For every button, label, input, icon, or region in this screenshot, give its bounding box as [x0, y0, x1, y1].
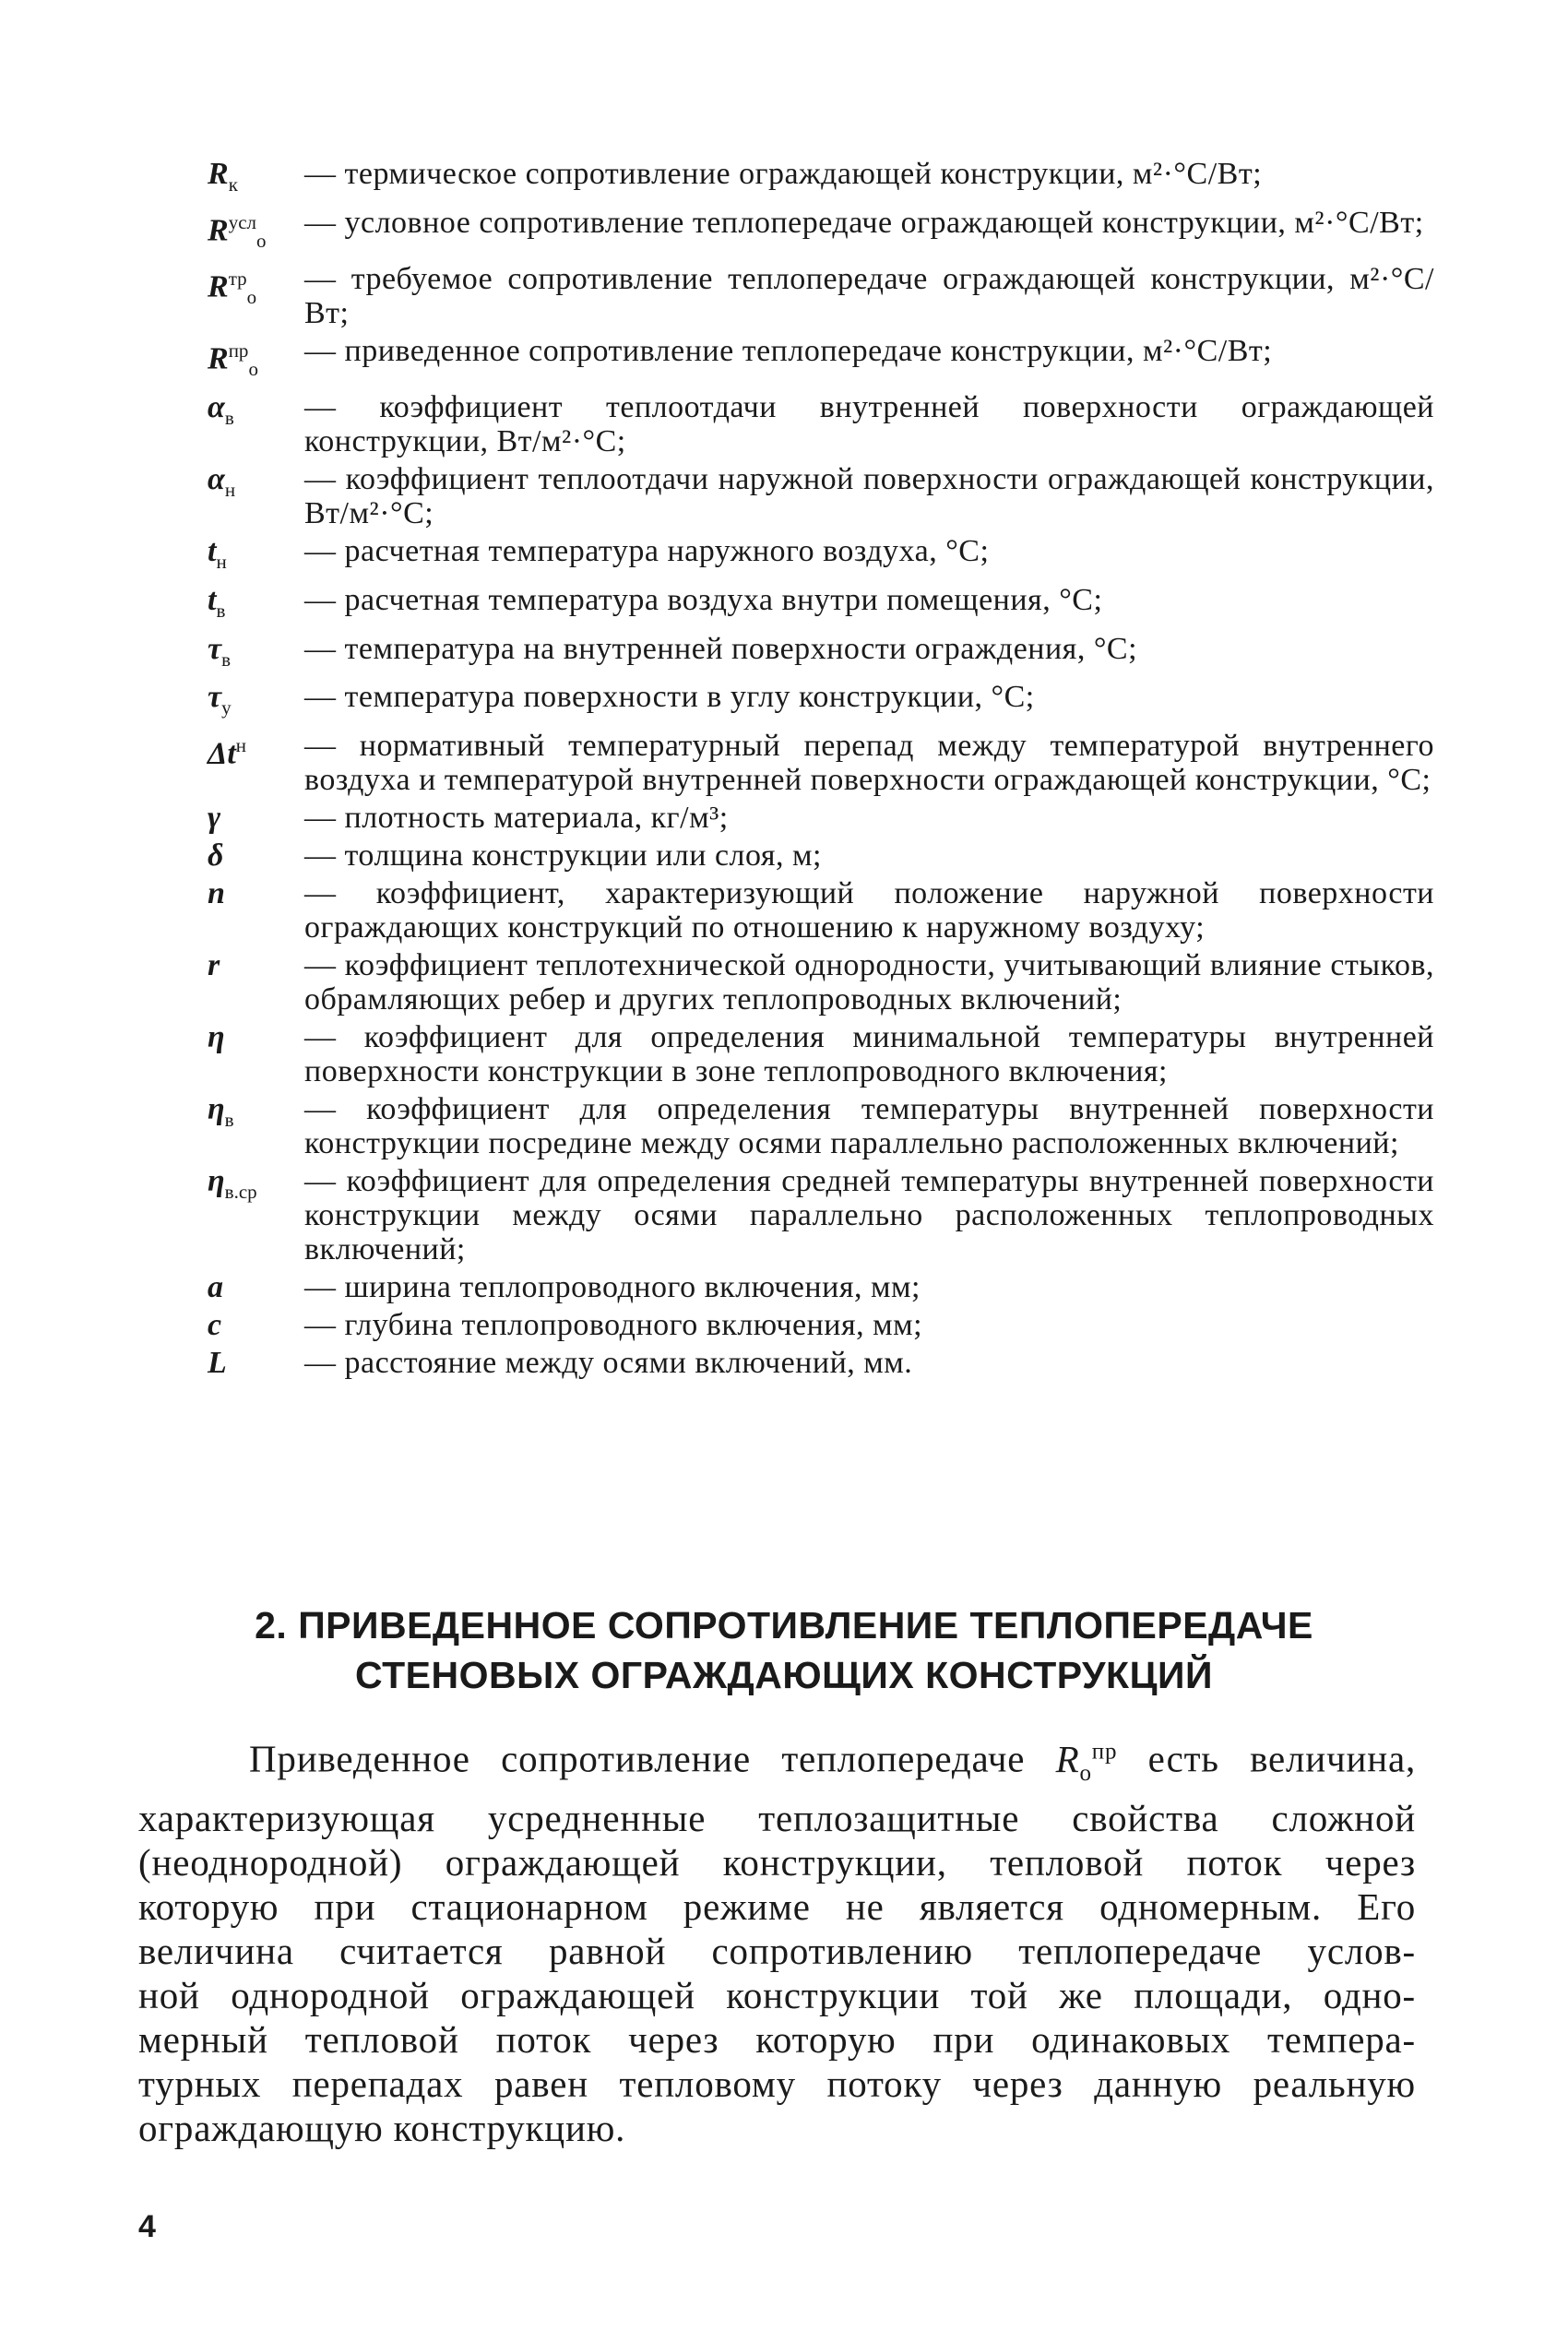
symbol-row: [208, 1270, 1434, 1304]
symbol: [208, 876, 304, 910]
symbol-base: η: [208, 1020, 225, 1055]
symbol-base: δ: [208, 838, 224, 874]
paragraph-line: которую при стационарном режиме не является одномерным. Его: [138, 1884, 1416, 1928]
symbol: [208, 206, 304, 258]
symbol: [208, 262, 304, 315]
symbol-description: — коэффициент для определения температуры внутренней поверхности конструкции посредине между осями параллельно расположенных включений;: [304, 1092, 1434, 1161]
symbol-base: Δt: [208, 736, 236, 771]
symbol-base: η: [208, 1164, 225, 1199]
symbol: [208, 534, 304, 579]
symbol: [208, 729, 304, 770]
symbol-description: — коэффициент теплотехнической однородности, учитывающий влияние стыков, обрамляющих ребер и других теплопроводных включений;: [304, 948, 1434, 1017]
symbol: [208, 583, 304, 628]
body-paragraph: [138, 1730, 1416, 2150]
paragraph-line: (неоднородной) ограждающей конструкции, тепловой поток через: [138, 1840, 1416, 1884]
inline-symbol-sub: о: [1079, 1760, 1092, 1786]
symbol-subscript: к: [228, 172, 238, 196]
symbol-row: [208, 462, 1434, 530]
symbol-row: [208, 334, 1434, 386]
symbol-description: — коэффициент для определения минимальной температуры внутренней поверхности конструкции в зоне теплопроводного включения;: [304, 1020, 1434, 1089]
symbol-row: [208, 390, 1434, 458]
symbol-description: — расчетная температура наружного воздуха, °С;: [304, 534, 990, 569]
paragraph-line: мерный тепловой поток через которую при одинаковых темпера-: [138, 2017, 1416, 2061]
paragraph-line: величина считается равной сопротивлению теплопередаче услов-: [138, 1929, 1416, 1972]
symbol-row: [208, 876, 1434, 945]
symbol-description: — коэффициент, характеризующий положение наружной поверхности ограждающих конструкций по отношению к наружному воздуху;: [304, 876, 1434, 945]
symbol-subscript: н: [216, 550, 227, 573]
symbol: [208, 1308, 304, 1342]
symbol-subscript: в: [224, 1109, 234, 1132]
section-title-line-1: 2. ПРИВЕДЕННОЕ СОПРОТИВЛЕНИЕ ТЕПЛОПЕРЕДАЧЕ: [255, 1604, 1313, 1647]
symbol-description: — температура поверхности в углу конструкции, °С;: [304, 680, 1035, 715]
symbol: [208, 1092, 304, 1137]
symbol-description: — коэффициент теплоотдачи наружной поверхности ограждающей конструкции, Вт/м²·°С;: [304, 462, 1434, 531]
section-title-line-2: СТЕНОВЫХ ОГРАЖДАЮЩИХ КОНСТРУКЦИЙ: [355, 1654, 1213, 1696]
inline-symbol-sup: пр: [1091, 1739, 1118, 1764]
symbol-description: — условное сопротивление теплопередаче ограждающей конструкции, м²·°С/Вт;: [304, 205, 1424, 240]
symbol-base: n: [208, 876, 225, 911]
symbol-row: [208, 1346, 1434, 1380]
symbol-description: — коэффициент для определения средней температуры внутренней поверхности конструкции между осями параллельно расположенных теплопроводных включений;: [304, 1164, 1434, 1267]
symbol-base: γ: [208, 801, 221, 836]
symbol-row: [208, 801, 1434, 835]
symbol-row: [208, 157, 1434, 202]
symbol: [208, 1164, 304, 1209]
paragraph-line: [138, 1730, 1416, 1796]
symbol-description: — расчетная температура воздуха внутри помещения, °С;: [304, 582, 1103, 617]
symbol: [208, 157, 304, 202]
inline-symbol: [1055, 1737, 1118, 1786]
symbol-base: R: [208, 341, 229, 376]
symbol-description: — требуемое сопротивление теплопередаче ограждающей конструкции, м²·°С/Вт;: [304, 261, 1434, 330]
symbol-row: [208, 1092, 1434, 1160]
symbol-base: R: [208, 157, 229, 191]
symbol-description: — ширина теплопроводного включения, мм;: [304, 1270, 921, 1305]
paragraph-text: Приведенное сопротивление теплопередаче: [249, 1737, 1056, 1780]
symbol-description: — температура на внутренней поверхности ограждения, °С;: [304, 631, 1138, 666]
symbol: [208, 1020, 304, 1054]
paragraph-line: ограждающую конструкцию.: [138, 2106, 626, 2149]
symbol-row: [208, 262, 1434, 330]
symbol-description: — нормативный температурный перепад между температурой внутреннего воздуха и температурой внутренней поверхности ограждающей конструкции, °С;: [304, 729, 1434, 798]
symbol-subscript: н: [224, 478, 236, 501]
symbol-base: r: [208, 948, 220, 983]
symbol: [208, 838, 304, 873]
symbol-row: [208, 1164, 1434, 1266]
symbol-superscript: пр: [228, 339, 249, 362]
symbol-row: [208, 1308, 1434, 1342]
symbol-subscript: у: [221, 696, 232, 719]
symbol-superscript: усл: [228, 210, 256, 233]
symbol-list: [208, 157, 1434, 1384]
symbol-subscript: в.ср: [224, 1181, 257, 1204]
page-number: 4: [138, 2209, 156, 2244]
symbol-description: — приведенное сопротивление теплопередаче конструкции, м²·°С/Вт;: [304, 333, 1273, 368]
symbol-row: [208, 206, 1434, 258]
symbol-subscript: о: [248, 358, 258, 381]
symbol-superscript: н: [235, 734, 247, 757]
symbol-subscript: о: [256, 229, 267, 252]
symbol-base: t: [208, 534, 217, 569]
symbol-base: a: [208, 1270, 223, 1305]
symbol-superscript: тр: [228, 267, 247, 290]
paragraph-line: ной однородной ограждающей конструкции той же площади, одно-: [138, 1973, 1416, 2016]
symbol-base: α: [208, 462, 225, 497]
symbol-row: [208, 534, 1434, 579]
symbol: [208, 632, 304, 677]
symbol: [208, 390, 304, 435]
symbol-description: — плотность материала, кг/м³;: [304, 801, 729, 836]
symbol-description: — толщина конструкции или слоя, м;: [304, 838, 822, 874]
paragraph-text: есть величина,: [1117, 1737, 1416, 1780]
symbol-description: — глубина теплопроводного включения, мм;: [304, 1308, 923, 1343]
symbol-row: [208, 948, 1434, 1016]
symbol-base: η: [208, 1092, 225, 1127]
symbol-row: [208, 583, 1434, 628]
symbol-subscript: о: [246, 286, 257, 309]
symbol-description: — коэффициент теплоотдачи внутренней поверхности ограждающей конструкции, Вт/м²·°С;: [304, 390, 1434, 459]
symbol-subscript: в: [224, 406, 234, 429]
symbol-base: L: [208, 1346, 227, 1381]
symbol-row: [208, 680, 1434, 725]
paragraph-line: характеризующая усредненные теплозащитные свойства сложной: [138, 1796, 1416, 1839]
symbol-base: c: [208, 1308, 222, 1343]
symbol-base: τ: [208, 680, 222, 715]
section-heading: [138, 1600, 1430, 1700]
symbol: [208, 801, 304, 835]
symbol-base: t: [208, 582, 217, 617]
symbol-row: [208, 729, 1434, 797]
symbol-base: α: [208, 390, 225, 425]
symbol-row: [208, 1020, 1434, 1088]
symbol-base: R: [208, 269, 229, 304]
symbol-base: τ: [208, 631, 222, 666]
symbol-description: — термическое сопротивление ограждающей конструкции, м²·°С/Вт;: [304, 157, 1263, 191]
symbol-row: [208, 838, 1434, 873]
symbol: [208, 1346, 304, 1380]
symbol-description: — расстояние между осями включений, мм.: [304, 1346, 913, 1381]
paragraph-line: турных перепадах равен тепловому потоку через данную реальную: [138, 2062, 1416, 2105]
symbol-subscript: в: [221, 648, 232, 671]
symbol: [208, 680, 304, 725]
symbol: [208, 334, 304, 386]
symbol: [208, 462, 304, 507]
inline-symbol-base: R: [1055, 1737, 1080, 1780]
symbol-subscript: в: [216, 599, 226, 622]
symbol-row: [208, 632, 1434, 677]
symbol: [208, 948, 304, 982]
symbol: [208, 1270, 304, 1304]
symbol-base: R: [208, 213, 229, 248]
